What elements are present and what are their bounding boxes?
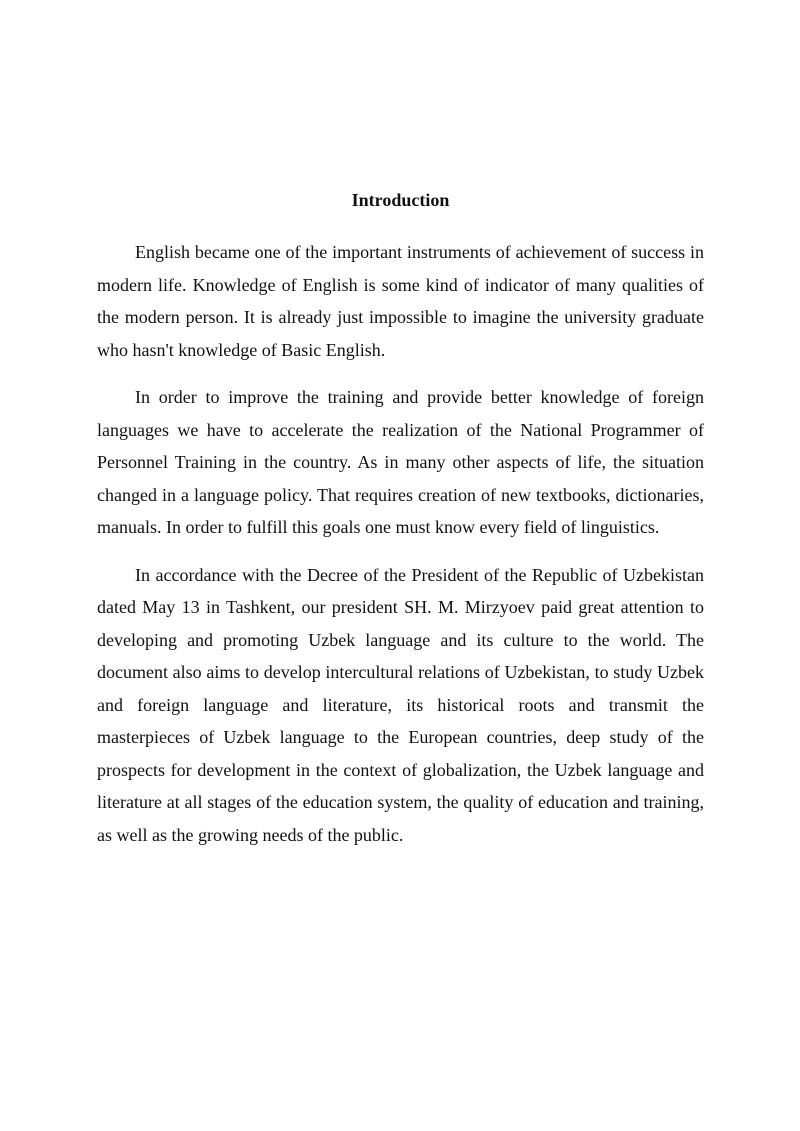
- document-page: [97, 187, 704, 866]
- page-title: Introduction: [351, 190, 450, 210]
- paragraph-3: In accordance with the Decree of the President of the Republic of Uzbekistan dated May 13 in Tashkent, our president SH. M. Mirzyoev paid great attention to developing and promoting Uzbek language and its culture to the world. The document also aims to develop intercultural relations of Uzbekistan, to study Uzbek and foreign language and literature, its historical roots and transmit the masterpieces of Uzbek language to the European countries, deep study of the prospects for development in the context of globalization, the Uzbek language and literature at all stages of the education system, the quality of education and training, as well as the growing needs of the public.: [97, 564, 704, 845]
- paragraph-1: English became one of the important instruments of achievement of success in modern life. Knowledge of English is some kind of indicator of many qualities of the modern person. It is already just impossible to imagine the university graduate who hasn't knowledge of Basic English.: [97, 242, 704, 360]
- paragraph-2: In order to improve the training and provide better knowledge of foreign languages we have to accelerate the realization of the National Programmer of Personnel Training in the country. As in many other aspects of life, the situation changed in a language policy. That requires creation of new textbooks, dictionaries, manuals. In order to fulfill this goals one must know every field of linguistics.: [97, 387, 704, 537]
